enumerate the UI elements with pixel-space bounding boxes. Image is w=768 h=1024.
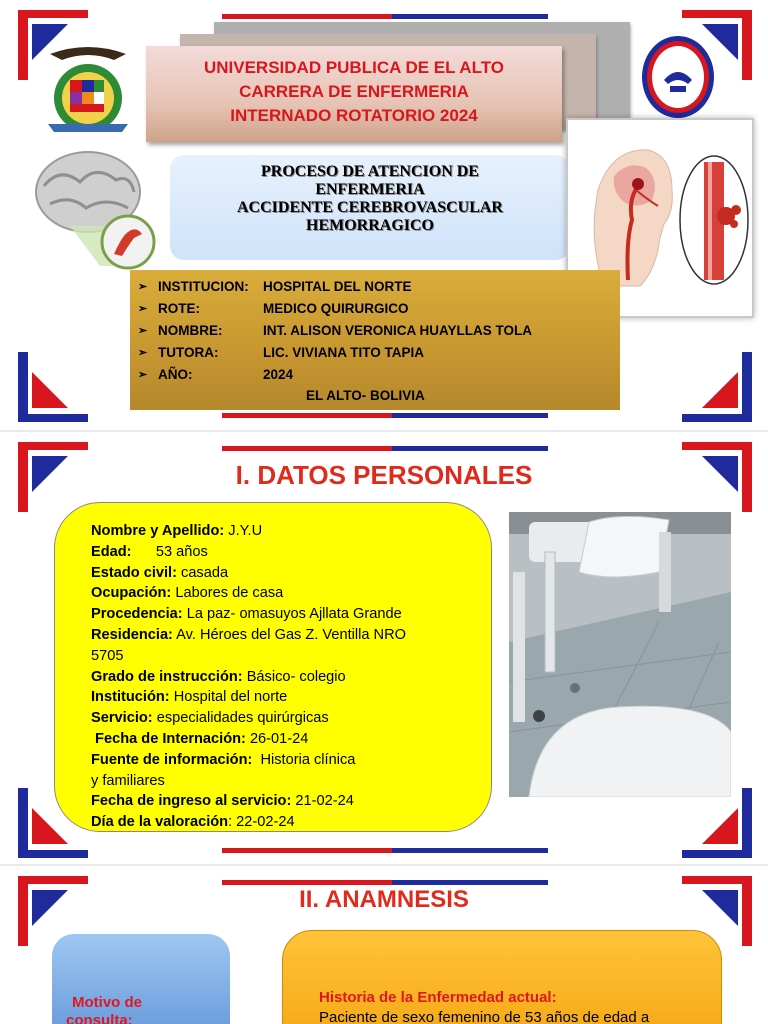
historia-enfermedad-card [282,930,722,1024]
info-row-tutora [138,341,620,363]
dp-row: Ocupación: Labores de casa [91,585,284,602]
top-blue-bar [392,880,548,885]
dp-row: Día de la valoración: 22-02-24 [91,814,295,831]
info-row-nombre [138,319,620,341]
nursing-career-seal-logo [640,34,716,120]
bottom-red-bar [222,848,392,853]
university-title-card [146,46,562,142]
anamnesis-slide [0,866,768,1024]
pae-line-1: PROCESO DE ATENCION DE [261,163,479,180]
info-row-anio [138,363,620,385]
presentation-info-box [130,270,620,410]
bottom-blue-bar [392,848,548,853]
info-key: NOMBRE: [158,322,223,338]
info-value: 2024 [263,366,294,382]
top-red-bar [222,880,392,885]
cover-slide [0,0,768,430]
dp-row: y familiares [91,772,165,789]
personal-data-slide [0,432,768,864]
dp-row: Procedencia: La paz- omasuyos Ajllata Grande [91,606,402,623]
dp-row: Fecha de ingreso al servicio: 21-02-24 [91,793,354,810]
top-red-bar [222,14,392,19]
dp-row: Servicio: especialidades quirúrgicas [91,710,329,727]
arrow-bullet-icon: ➢ [138,368,148,381]
motivo-consulta-card [52,934,230,1024]
title-line-3: INTERNADO ROTATORIO 2024 [230,106,478,125]
bottom-blue-bar [392,413,548,418]
dp-row: Nombre y Apellido: J.Y.U [91,523,263,539]
dp-row: Estado civil: casada [91,564,229,581]
info-key: TUTORA: [158,344,219,360]
brain-illustration [30,146,166,270]
info-key: INSTITUCION: [158,278,249,294]
info-value: MEDICO QUIRURGICO [263,300,409,316]
top-blue-bar [392,14,548,19]
pae-line-2: ENFERMERIA [315,181,425,198]
top-red-bar [222,446,392,451]
arrow-bullet-icon: ➢ [138,280,148,293]
info-value: HOSPITAL DEL NORTE [263,278,412,294]
pae-line-3: ACCIDENTE CEREBROVASCULAR [237,199,503,216]
hospital-room-photo [509,512,731,797]
bottom-red-bar [222,413,392,418]
info-row-rote [138,297,620,319]
pae-title-card [170,155,570,260]
dp-row: Institución: Hospital del norte [91,689,288,706]
title-line-2: CARRERA DE ENFERMERIA [239,82,469,101]
pae-line-4: HEMORRAGICO [306,217,434,234]
upea-coat-of-arms-logo [44,38,132,134]
info-value: INT. ALISON VERONICA HUAYLLAS TOLA [263,322,533,338]
corner-bracket-bottom-right [682,788,752,858]
historia-title: Historia de la Enfermedad actual: [319,989,557,1006]
dp-row: Residencia: Av. Héroes del Gas Z. Ventilla NRO [91,626,406,643]
arrow-bullet-icon: ➢ [138,346,148,359]
arrow-bullet-icon: ➢ [138,324,148,337]
personal-data-card [54,502,492,832]
top-blue-bar [392,446,548,451]
section-heading-datos-personales: I. DATOS PERSONALES [235,460,533,490]
info-key: AÑO: [158,366,193,382]
dp-row: Fecha de Internación: 26-01-24 [91,730,309,747]
dp-row: Fuente de información: Historia clínica [91,751,356,768]
motivo-consulta-label: Motivo de consulta: [66,994,142,1024]
dp-row: Grado de instrucción: Básico- colegio [91,668,346,685]
location-footer: EL ALTO- BOLIVIA [306,388,425,403]
title-line-1: UNIVERSIDAD PUBLICA DE EL ALTO [203,58,505,77]
info-value: LIC. VIVIANA TITO TAPIA [263,344,425,360]
dp-row: 5705 [91,647,124,664]
corner-bracket-bottom-right [682,352,752,422]
info-row-institucion [138,275,620,297]
corner-bracket-bottom-left [18,352,88,422]
dp-row: Edad: 53 años [91,543,208,560]
historia-text: Paciente de sexo femenino de 53 años de edad a [319,1009,650,1024]
arrow-bullet-icon: ➢ [138,302,148,315]
info-key: ROTE: [158,300,200,316]
section-heading-anamnesis: II. ANAMNESIS [299,886,469,913]
